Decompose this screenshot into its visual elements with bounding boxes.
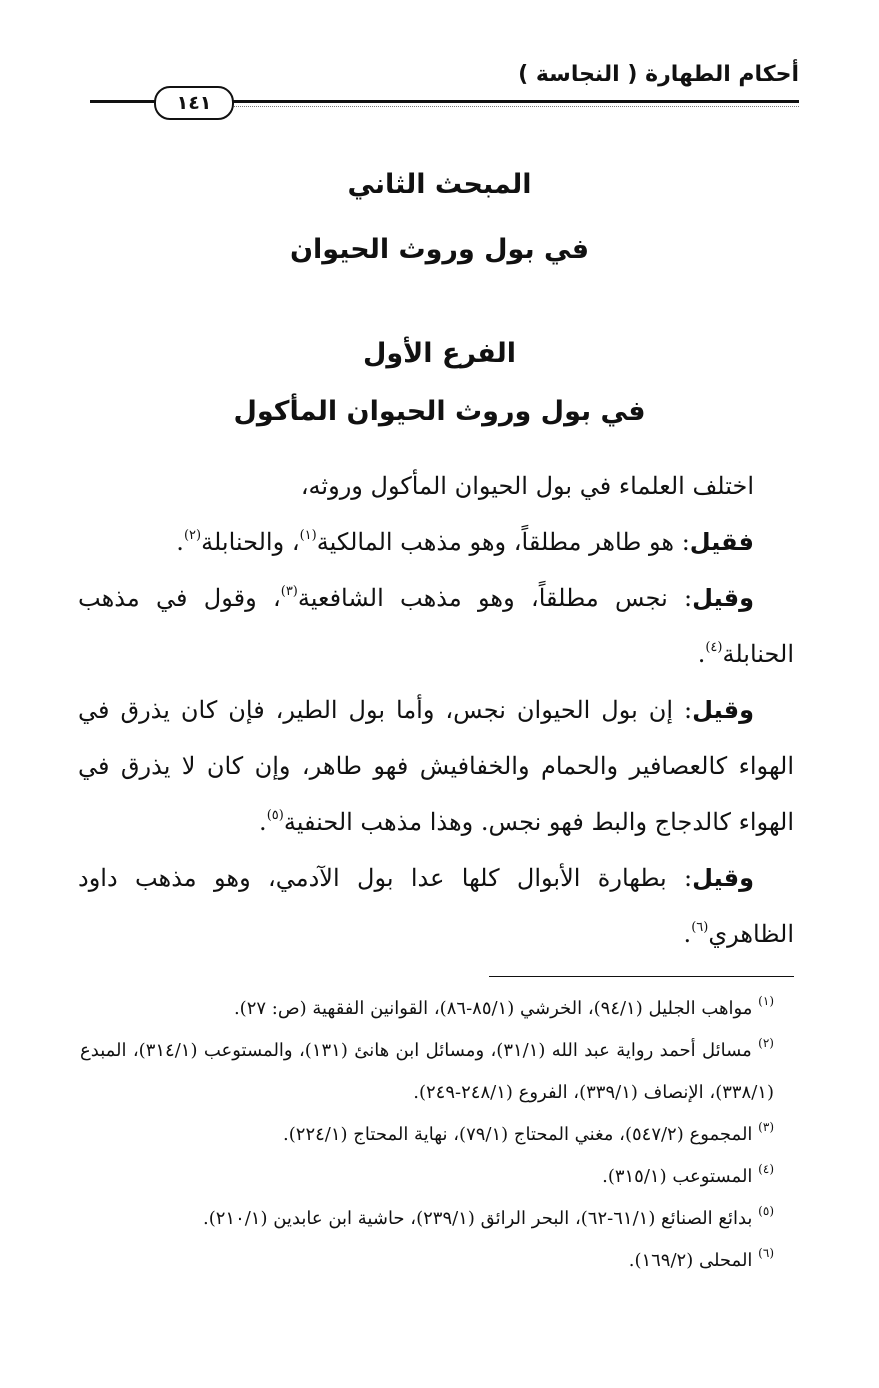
opinion-text: . (259, 808, 267, 836)
footnote-ref[interactable]: (٥) (266, 808, 284, 823)
footnote-5 (80, 1198, 794, 1240)
opinion-text: . (176, 528, 184, 556)
paragraph-opinion-1 (78, 514, 794, 570)
running-title: أحكام الطهارة ( النجاسة ) (518, 62, 799, 87)
footnote-number: (٣) (758, 1120, 774, 1134)
opinion-lead: وقيل (692, 864, 755, 892)
page-number: ١٤١ (154, 86, 234, 120)
footnote-text: المجموع (٥٤٧/٢)، مغني المحتاج (٧٩/١)، نهاية المحتاج (٢٢٤/١). (283, 1124, 753, 1145)
opinion-text: ، وقول في مذهب الحنابلة (78, 584, 794, 668)
body-text (78, 458, 794, 962)
intro-text: اختلف العلماء في بول الحيوان المأكول وروثه، (300, 472, 754, 500)
section-heading: المبحث الثاني (347, 169, 532, 200)
paragraph-opinion-3 (78, 682, 794, 850)
paragraph-opinion-4 (78, 850, 794, 962)
branch-subheading: في بول وروث الحيوان المأكول (233, 396, 646, 427)
opinion-text: : نجس مطلقاً، وهو مذهب الشافعية (297, 584, 693, 612)
branch-heading: الفرع الأول (362, 338, 517, 369)
opinion-text: . (697, 640, 706, 668)
footnote-3 (80, 1114, 794, 1156)
opinion-text: ، والحنابلة (201, 528, 300, 556)
opinion-text: : إن بول الحيوان نجس، وأما بول الطير، فإن كان يذرق في الهواء كالعصافير والحمام والخفافيش فهو طاهر، وإن كان لا يذرق في الهواء كالدجاج والبط فهو نجس. وهذا مذهب الحنفية (78, 696, 794, 836)
header-rule-dotted (230, 106, 799, 107)
footnote-4 (80, 1156, 794, 1198)
footnote-2 (80, 1030, 794, 1114)
footnote-separator (489, 976, 794, 977)
opinion-text: : هو طاهر مطلقاً، وهو مذهب المالكية (316, 528, 690, 556)
paragraph-opinion-2 (78, 570, 794, 682)
footnote-number: (٦) (758, 1246, 774, 1260)
footnote-ref[interactable]: (١) (299, 528, 317, 543)
footnote-number: (٥) (758, 1204, 774, 1218)
footnote-ref[interactable]: (٦) (691, 920, 709, 935)
footnote-6 (80, 1240, 794, 1282)
paragraph-intro (78, 458, 794, 514)
opinion-text: . (683, 920, 692, 948)
footnote-number: (١) (758, 994, 774, 1008)
section-subheading: في بول وروث الحيوان (289, 234, 590, 265)
opinion-lead: وقيل (692, 584, 755, 612)
opinion-lead: فقيل (689, 528, 754, 556)
footnotes (80, 988, 794, 1282)
footnote-ref[interactable]: (٢) (183, 528, 202, 543)
footnote-text: المحلى (١٦٩/٢). (628, 1250, 753, 1271)
footnote-ref[interactable]: (٣) (280, 584, 298, 599)
footnote-text: مواهب الجليل (٩٤/١)، الخرشي (٨٥/١-٨٦)، القوانين الفقهية (ص: ٢٧). (233, 998, 753, 1019)
opinion-text: : بطهارة الأبوال كلها عدا بول الآدمي، وهو مذهب داود الظاهري (78, 864, 794, 948)
footnote-1 (80, 988, 794, 1030)
footnote-number: (٤) (758, 1162, 774, 1176)
footnote-text: بدائع الصنائع (٦١/١-٦٢)، البحر الرائق (٢٣٩/١)، حاشية ابن عابدين (٢١٠/١). (202, 1208, 753, 1229)
page-header (90, 60, 799, 120)
footnote-text: المستوعب (٣١٥/١). (602, 1166, 753, 1187)
opinion-lead: وقيل (692, 696, 755, 724)
footnote-ref[interactable]: (٤) (705, 640, 723, 655)
footnote-number: (٢) (758, 1036, 774, 1050)
footnote-text: مسائل أحمد رواية عبد الله (٣١/١)، ومسائل ابن هانئ (١٣١)، والمستوعب (٣١٤/١)، المبدع (٣٣٨/١)، الإنصاف (٣٣٩/١)، الفروع (٢٤٨/١-٢٤٩). (80, 1040, 774, 1103)
